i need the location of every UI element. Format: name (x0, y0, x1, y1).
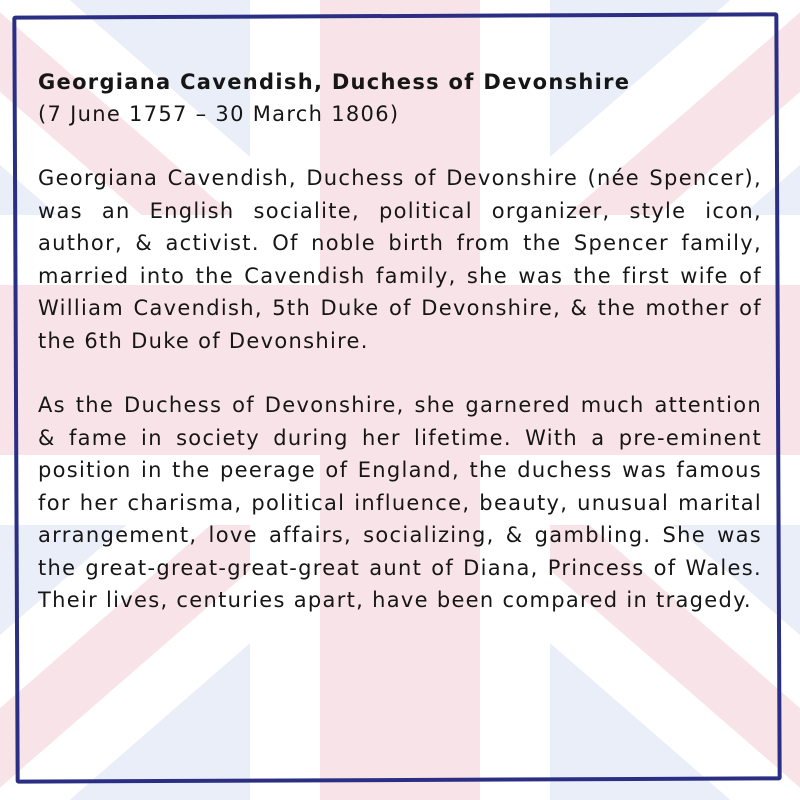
article-card (38, 66, 762, 617)
article-title: Georgiana Cavendish, Duchess of Devonshire (38, 70, 631, 94)
spacer (38, 130, 762, 162)
paragraph-1: Georgiana Cavendish, Duchess of Devonshire (née Spencer), was an English socialite, political organizer, style icon, author, & activist. Of noble birth from the Spencer family, married into the Cavendish family, she was the first wife of William Cavendish, 5th Duke of Devonshire, & the mother of the 6th Duke of Devonshire. (38, 166, 762, 353)
paragraph-2: As the Duchess of Devonshire, she garnered much attention & fame in society during her lifetime. With a pre-eminent position in the peerage of England, the duchess was famous for her charisma, political influence, beauty, unusual marital arrangement, love affairs, socializing, & gambling. She was the great-great-great-great aunt of Diana, Princess of Wales. Their lives, centuries apart, have been compared in tragedy. (38, 393, 762, 612)
article-dates: (7 June 1757 – 30 March 1806) (38, 102, 400, 126)
spacer (38, 357, 762, 389)
